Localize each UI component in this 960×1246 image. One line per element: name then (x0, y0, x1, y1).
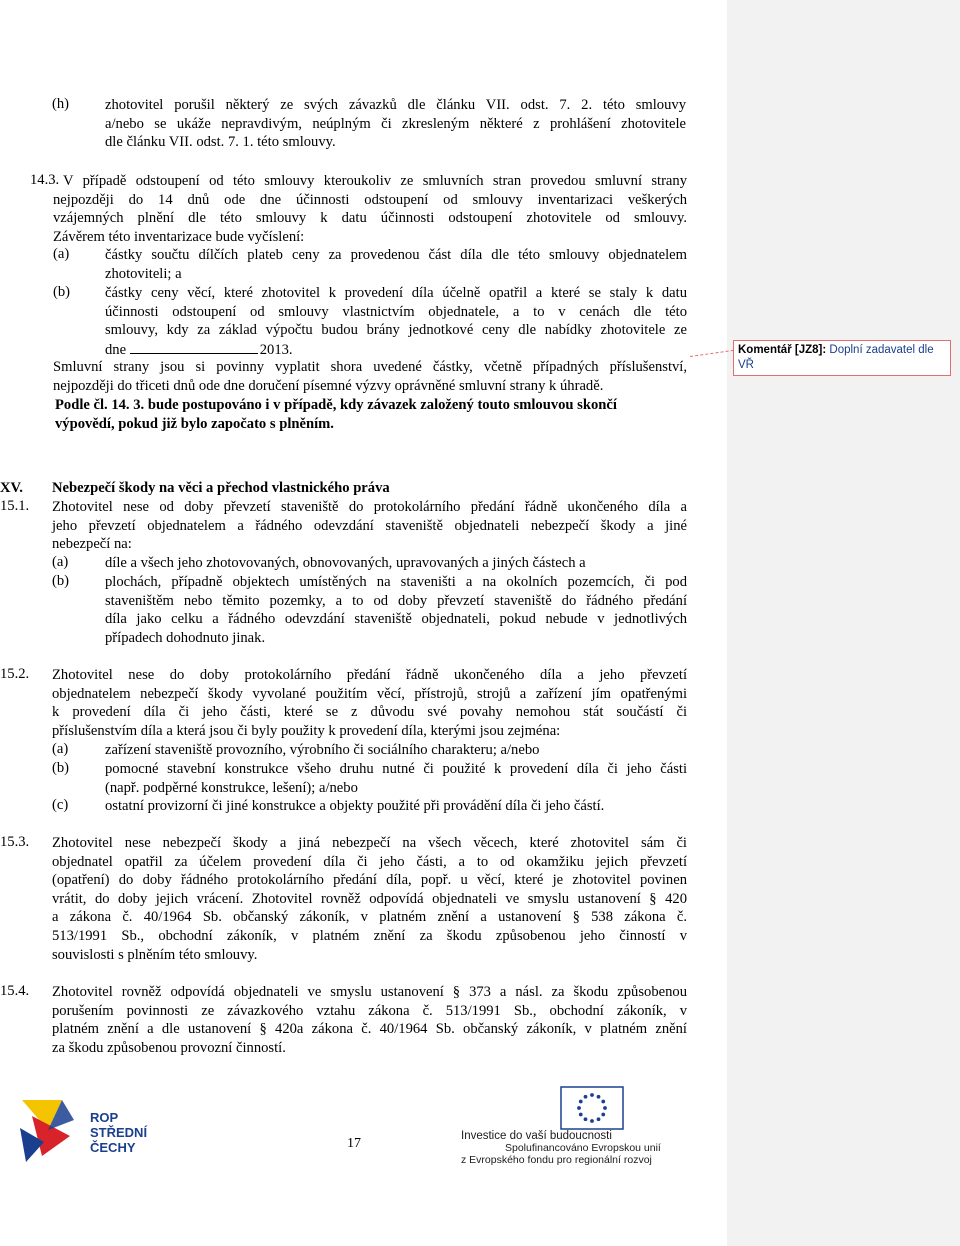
item-label-b: (b) (53, 284, 71, 300)
item-label-b: (b) (52, 573, 70, 589)
section-number-15-2: 15.2. (0, 666, 30, 682)
item-a-text: zařízení staveniště provozního, výrobního či sociálního charakteru; a/nebo (105, 742, 540, 758)
section-number-15-4: 15.4. (0, 983, 30, 999)
eu-star-icon (590, 1093, 594, 1097)
eu-star-icon (579, 1100, 583, 1104)
item-b-text: částky ceny věcí, které zhotovitel k provedení díla účelně opatřil a které se staly k datu účinnosti odstoupení od smlouvy vlastnictvím objednatele, a to v cenách dle této smlouvy, kdy za základ výpočtu budou brány jednotkové ceny dle nabídky zhotovitele ze dne 2013. (105, 285, 687, 358)
eu-flag-icon (560, 1086, 624, 1130)
section-15-2-text: Zhotovitel nese do doby protokolárního předání řádně ukončeného díla a jeho převzetí objednatelem nebezpečí škody vyvolané použitím věcí, přístrojů, strojů a zařízení jím opatřenými k provedení díla či jeho části, které se z důvodu své povahy nemohou stát součástí či příslušenstvím díla a která jsou či byly použity k provedení díla, kterými jsou zejména: (52, 667, 687, 739)
chapter-number: XV. (0, 480, 23, 496)
section-15-3-text: Zhotovitel nese nebezpečí škody a jiná nebezpečí na všech věcech, které zhotovitel sám či objednatel opatřil za účelem provedení díla či jeho části, a to od okamžiku jejich převzetí (opatření) do doby řádného protokolárního předání díla, popř. u věcí, které je zhotovitel povinen vrátit, do doby jejich vrácení. Zhotovitel rovněž odpovídá objednateli ve smyslu ustanovení § 420 a zákona č. 40/1964 Sb. občanský zákoník, v platném znění a ustanovení § 538 zákona č. 513/1991 Sb., obchodní zákoník, v platném znění za škodu způsobenou jeho činností v souvislosti s plněním této smlouvy. (52, 835, 687, 963)
section-15-4-text: Zhotovitel rovněž odpovídá objednateli ve smyslu ustanovení § 373 a násl. za škodu způsobenou porušením povinnosti ze závazkového vztahu zákona č. 513/1991 Sb., obchodní zákoník, v platném znění a dle ustanovení § 420a zákona č. 40/1964 Sb. občanský zákoník, v platném znění za škodu způsobenou provozní činností. (52, 984, 687, 1056)
section-number-15-1: 15.1. (0, 498, 30, 514)
item-a-text: díle a všech jeho zhotovovaných, obnovovaných, upravovaných a jiných částech a (105, 555, 586, 571)
section-number-14-3: 14.3. (30, 172, 60, 188)
eu-star-icon (597, 1095, 601, 1099)
comment-tag: Komentář [JZ8]: (738, 344, 827, 356)
rop-logo-text: ROP STŘEDNÍ ČECHY (90, 1110, 148, 1155)
item-label-a: (a) (53, 246, 70, 262)
eu-star-icon (577, 1106, 581, 1110)
item-label-a: (a) (52, 741, 69, 757)
date-line: dne 2013. (105, 341, 293, 358)
eu-star-icon (584, 1095, 588, 1099)
eu-star-icon (584, 1117, 588, 1121)
item-label-h: (h) (52, 96, 70, 112)
item-b-text: plochách, případně objektech umístěných na staveništi a na okolních pozemcích, či pod staveništěm nebo těmito pozemky, a to od doby převzetí staveniště do řádného předání díla jako celku a řádného odevzdání staveniště objednateli, pokud nebude v jednotlivých případech dohodnuto jinak. (105, 574, 687, 646)
bold-note: Podle čl. 14. 3. bude postupováno i v případě, kdy závazek založený touto smlouvou skončí výpovědí, pokud již bylo započato s plněním. (55, 397, 617, 432)
section-number-15-3: 15.3. (0, 834, 30, 850)
item-label-b: (b) (52, 760, 70, 776)
eu-star-icon (579, 1113, 583, 1117)
eu-star-icon (590, 1119, 594, 1123)
item-h-text: zhotovitel porušil některý ze svých závazků dle článku VII. odst. 7. 2. této smlouvy a/nebo se ukáže nepravdivým, neúplným či zkresleným některé z prohlášení zhotovitele dle článku VII. odst. 7. 1. této smlouvy. (105, 97, 686, 151)
comment-text: Doplní zadavatel dle VŘ (738, 344, 934, 371)
item-b-text: pomocné stavební konstrukce všeho druhu nutné či použité k provedení díla či jeho části (např. podpěrné konstrukce, lešení); a/nebo (105, 761, 687, 796)
item-a-text: částky součtu dílčích plateb ceny za provedenou část díla dle této smlouvy objednatelem zhotoviteli; a (105, 247, 687, 282)
item-label-c: (c) (52, 797, 69, 813)
comment-balloon[interactable] (733, 340, 951, 376)
item-label-a: (a) (52, 554, 69, 570)
eu-star-icon (601, 1113, 605, 1117)
eu-star-icon (603, 1106, 607, 1110)
comment-margin (727, 0, 960, 1246)
section-14-3-text: V případě odstoupení od této smlouvy kteroukoliv ze smluvních stran provedou smluvní strany nejpozději do 14 dnů ode dne účinnosti odstoupení od smlouvy inventarizaci veškerých vzájemných plnění dle této smlouvy k datu účinnosti odstoupení zhotovitele od smlouvy. Závěrem této inventarizace bude vyčíslení: (53, 173, 687, 245)
page-number: 17 (347, 1136, 361, 1151)
eu-star-icon (597, 1117, 601, 1121)
payment-paragraph: Smluvní strany jsou si povinny vyplatit shora uvedené částky, včetně případných příslušenství, nejpozději do třiceti dnů ode dne doručení písemné výzvy oprávněné smluvní strany k úhradě. (53, 359, 687, 394)
chapter-title: Nebezpečí škody na věci a přechod vlastnického práva (52, 480, 390, 496)
item-c-text: ostatní provizorní či jiné konstrukce a objekty použité při provádění díla či jeho částí. (105, 798, 605, 814)
date-blank-field[interactable] (130, 340, 258, 354)
section-15-1-text: Zhotovitel nese od doby převzetí staveniště do protokolárního předání řádně ukončeného díla a jeho převzetí objednatelem a řádného odevzdání staveniště objednateli nebezpečí škody a jiné nebezpečí na: (52, 499, 687, 553)
eu-funding-text: Investice do vaší budoucnosti Spolufinancováno Evropskou unií z Evropského fondu pro regionální rozvoj (461, 1130, 661, 1166)
eu-star-icon (601, 1100, 605, 1104)
rop-logo-icon (18, 1092, 90, 1164)
